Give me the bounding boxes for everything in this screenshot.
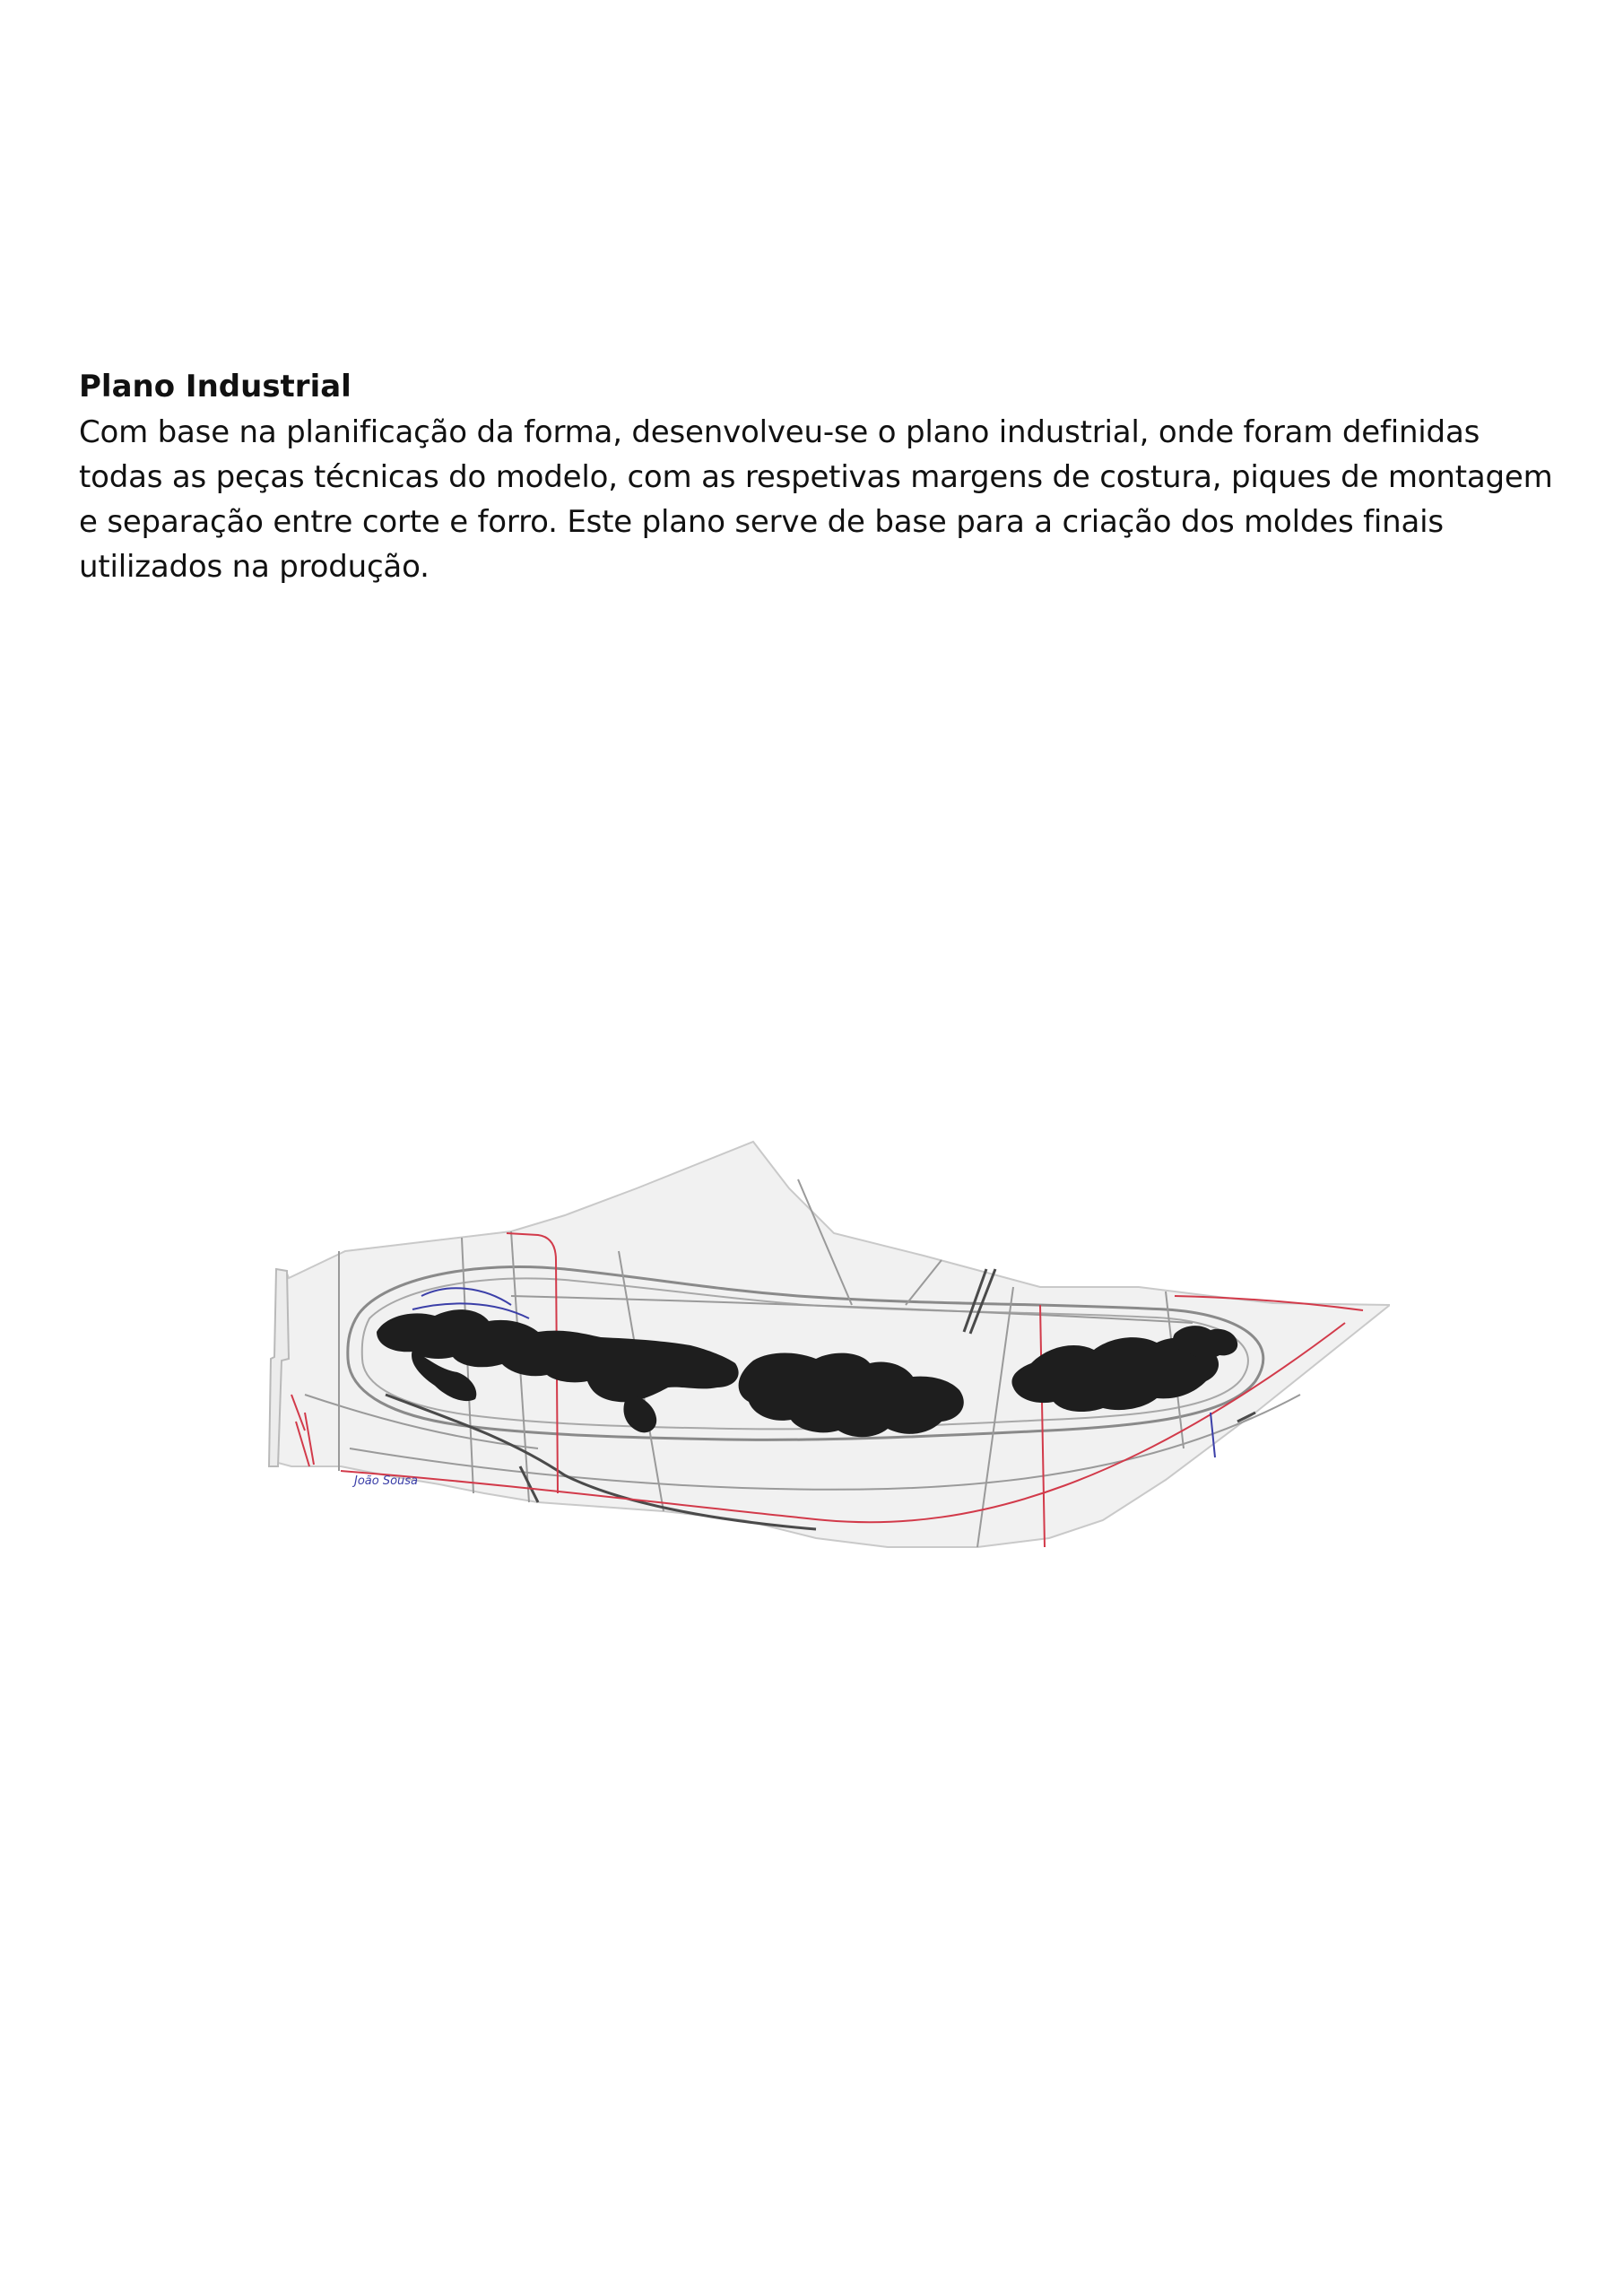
industrial-pattern-image [242, 1126, 1390, 1646]
section-heading: Plano Industrial [79, 369, 352, 404]
pattern-drawing [242, 1126, 1390, 1646]
section-paragraph: Com base na planificação da forma, desenvolveu-se o plano industrial, onde foram definidas todas as peças técnicas do modelo, com as respetivas margens de costura, piques de montagem e separação entre corte e forro. Este plano serve de base para a criação dos moldes finais utilizados na produção. [79, 414, 1553, 585]
text-block [79, 363, 1567, 589]
signature-text: João Sousa [354, 1474, 419, 1488]
